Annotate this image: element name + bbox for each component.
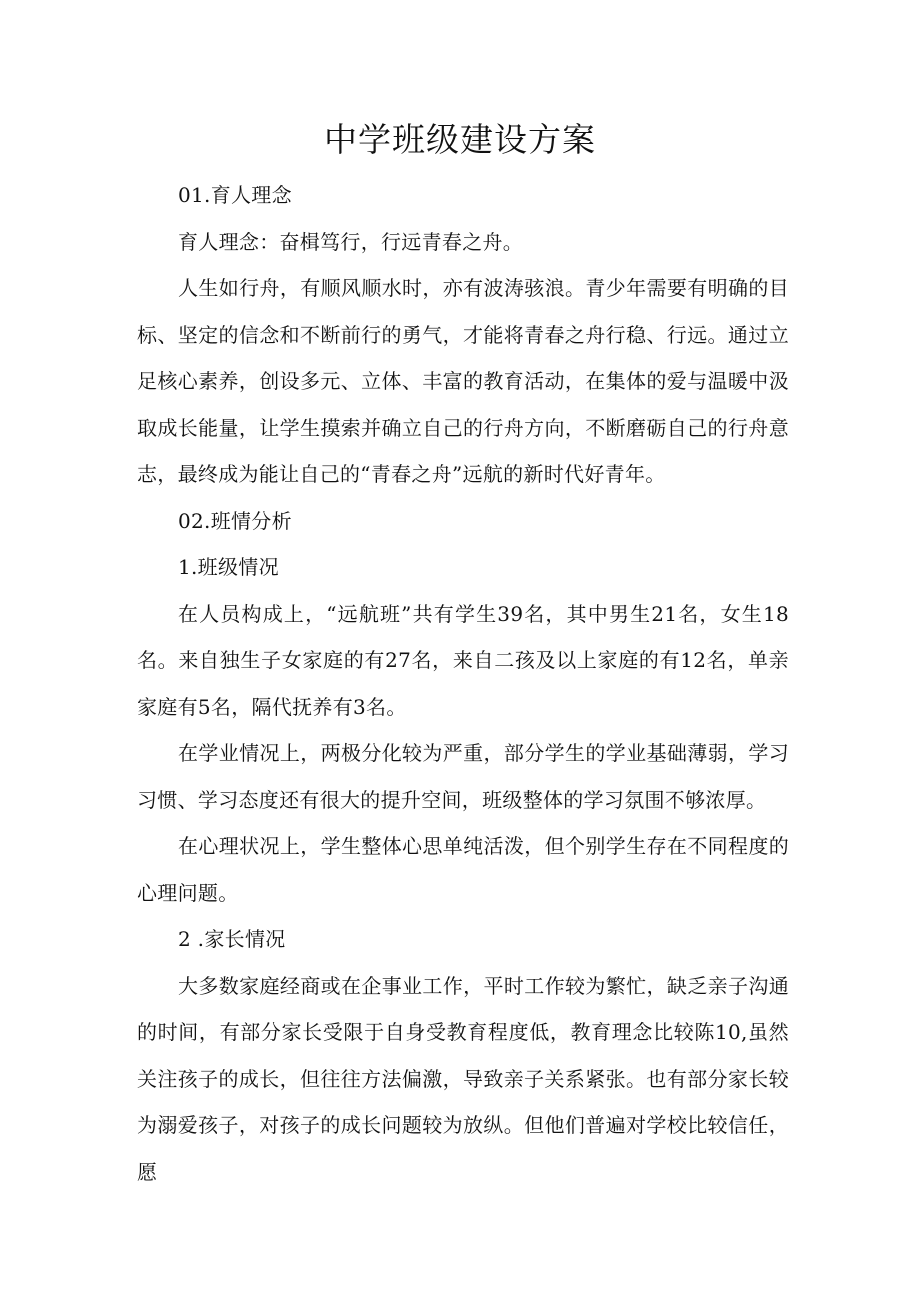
section-heading-class-analysis: 02.班情分析 (178, 508, 292, 533)
paragraph-parent-situation: 大多数家庭经商或在企事业工作，平时工作较为繁忙，缺乏亲子沟通的时间，有部分家长受限于自身受教育程度低，教育理念比较陈10,虽然关注孩子的成长，但往往方法偏激，导致亲子关系紧张。也有部分家长较为溺爱孩子，对孩子的成长问题较为放纵。但他们普遍对学校比较信任，愿 (137, 973, 789, 1184)
document-title: 中学班级建设方案 (324, 120, 596, 159)
paragraph-class-composition: 在人员构成上，“远航班”共有学生39名，其中男生21名，女生18名。来自独生子女家庭的有27名，来自二孩及以上家庭的有12名，单亲家庭有5名，隔代抚养有3名。 (137, 601, 789, 719)
paragraph-philosophy-motto: 育人理念：奋楫笃行，行远青春之舟。 (178, 229, 524, 254)
subheading-parent-situation: 2 .家长情况 (178, 927, 286, 951)
paragraph-philosophy-detail: 人生如行舟，有顺风顺水时，亦有波涛骇浪。青少年需要有明确的目标、坚定的信念和不断前行的勇气，才能将青春之舟行稳、行远。通过立足核心素养，创设多元、立体、丰富的教育活动，在集体的爱与温暖中汲取成长能量，让学生摸索并确立自己的行舟方向，不断磨砺自己的行舟意志，最终成为能让自己的“青春之舟”远航的新时代好青年。 (137, 276, 789, 486)
paragraph-psychological-situation: 在心理状况上，学生整体心思单纯活泼，但个别学生存在不同程度的心理问题。 (137, 834, 789, 905)
document-body (137, 172, 789, 1195)
subheading-class-situation: 1.班级情况 (178, 555, 279, 579)
section-heading-education-philosophy: 01.育人理念 (178, 183, 292, 207)
paragraph-academic-situation: 在学业情况上，两极分化较为严重，部分学生的学业基础薄弱，学习习惯、学习态度还有很大的提升空间，班级整体的学习氛围不够浓厚。 (137, 741, 789, 812)
